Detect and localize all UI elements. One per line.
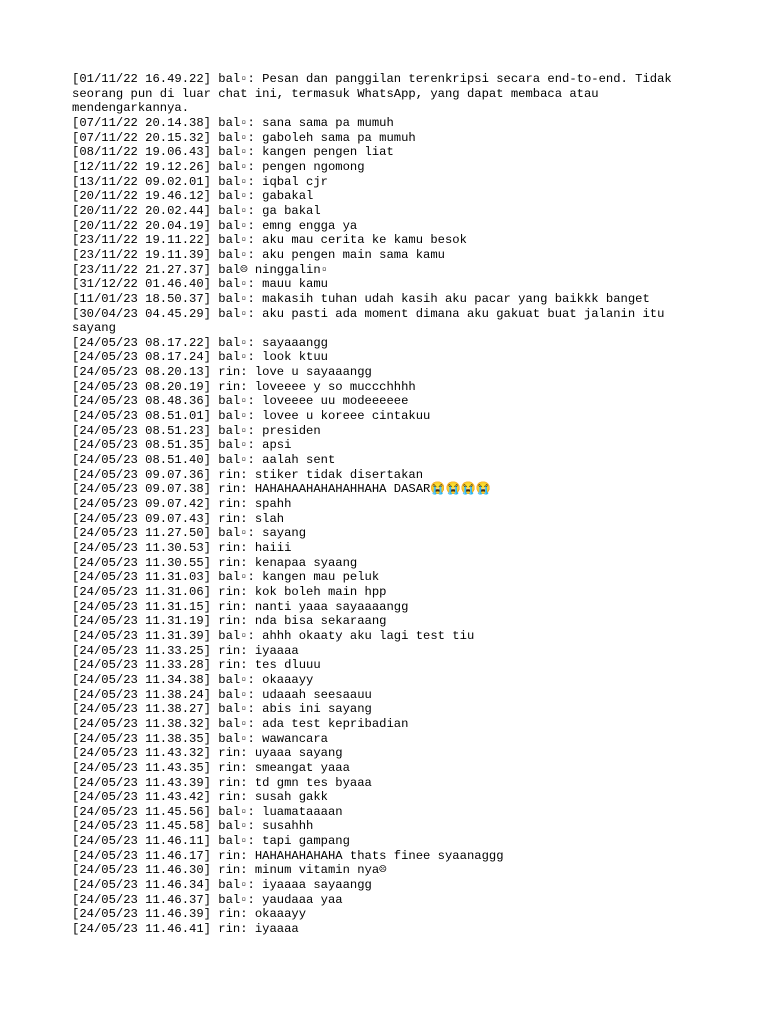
chat-line: [13/11/22 09.02.01] bal▫: iqbal cjr bbox=[72, 174, 328, 189]
chat-line: [24/05/23 11.31.03] bal▫: kangen mau peluk bbox=[72, 570, 380, 585]
chat-line: [24/05/23 11.38.35] bal▫: wawancara bbox=[72, 731, 328, 746]
chat-line: [24/05/23 11.46.17] rin: HAHAHAHAHAHA thats finee syaanaggg bbox=[72, 848, 504, 863]
chat-line: [23/11/22 21.27.37] bal☹ ninggalin▫ bbox=[72, 262, 329, 277]
chat-log bbox=[72, 72, 702, 937]
chat-line: [24/05/23 11.46.41] rin: iyaaaa bbox=[72, 922, 299, 937]
chat-line: [24/05/23 08.17.22] bal▫: sayaaangg bbox=[72, 335, 328, 350]
chat-line: [12/11/22 19.12.26] bal▫: pengen ngomong bbox=[72, 159, 365, 174]
chat-line: [24/05/23 11.43.32] rin: uyaaa sayang bbox=[72, 746, 343, 761]
chat-line: [24/05/23 11.38.32] bal▫: ada test kepribadian bbox=[72, 716, 409, 731]
chat-line: [24/05/23 11.33.25] rin: iyaaaa bbox=[72, 643, 299, 658]
chat-line: [08/11/22 19.06.43] bal▫: kangen pengen liat bbox=[72, 145, 394, 160]
chat-line: [11/01/23 18.50.37] bal▫: makasih tuhan udah kasih aku pacar yang baikkk banget bbox=[72, 291, 650, 306]
chat-line: [24/05/23 08.48.36] bal▫: loveeee uu modeeeeee bbox=[72, 394, 409, 409]
chat-line: [24/05/23 11.30.55] rin: kenapaa syaang bbox=[72, 555, 358, 570]
chat-line: [24/05/23 11.43.39] rin: td gmn tes byaaa bbox=[72, 775, 372, 790]
chat-line: [20/11/22 20.02.44] bal▫: ga bakal bbox=[72, 203, 321, 218]
chat-line: [24/05/23 11.30.53] rin: haiii bbox=[72, 541, 292, 555]
chat-line: [23/11/22 19.11.39] bal▫: aku pengen main sama kamu bbox=[72, 247, 445, 262]
chat-line: [24/05/23 11.46.34] bal▫: iyaaaa sayaangg bbox=[72, 878, 372, 893]
chat-line: [24/05/23 08.51.35] bal▫: apsi bbox=[72, 438, 292, 453]
chat-line: [24/05/23 11.31.19] rin: nda bisa sekaraang bbox=[72, 614, 387, 629]
chat-line: [24/05/23 11.46.11] bal▫: tapi gampang bbox=[72, 834, 350, 849]
chat-line: [24/05/23 08.51.23] bal▫: presiden bbox=[72, 423, 321, 438]
chat-line: [24/05/23 11.46.37] bal▫: yaudaaa yaa bbox=[72, 892, 343, 907]
chat-line: [20/11/22 20.04.19] bal▫: emng engga ya bbox=[72, 218, 358, 233]
chat-line: [24/05/23 09.07.36] rin: stiker tidak disertakan bbox=[72, 467, 424, 482]
chat-line: [24/05/23 11.38.27] bal▫: abis ini sayang bbox=[72, 702, 372, 717]
chat-line: [01/11/22 16.49.22] bal▫: Pesan dan panggilan terenkripsi secara end-to-end. Tidak seorang pun di luar chat ini, termasuk WhatsApp, yang dapat membaca atau mendengarkannya. bbox=[72, 72, 680, 116]
chat-line: [24/05/23 11.43.35] rin: smeangat yaaa bbox=[72, 760, 350, 775]
chat-line: [24/05/23 11.45.58] bal▫: susahhh bbox=[72, 819, 314, 834]
chat-line: [24/05/23 11.45.56] bal▫: luamataaaan bbox=[72, 804, 343, 819]
chat-line: [23/11/22 19.11.22] bal▫: aku mau cerita ke kamu besok bbox=[72, 233, 467, 248]
chat-line: [24/05/23 09.07.38] rin: HAHAHAAHAHAHAHHAHA DASAR😭😭😭😭 bbox=[72, 482, 492, 497]
chat-line: [24/05/23 11.34.38] bal▫: okaaayy bbox=[72, 672, 314, 687]
chat-line: [24/05/23 08.51.40] bal▫: aalah sent bbox=[72, 453, 336, 468]
chat-line: [24/05/23 08.20.19] rin: loveeee y so muccchhhh bbox=[72, 379, 416, 394]
chat-line: [07/11/22 20.15.32] bal▫: gaboleh sama pa mumuh bbox=[72, 130, 416, 145]
chat-line: [20/11/22 19.46.12] bal▫: gabakal bbox=[72, 189, 314, 204]
chat-line: [24/05/23 09.07.42] rin: spahh bbox=[72, 497, 292, 512]
chat-line: [24/05/23 11.38.24] bal▫: udaaah seesaauu bbox=[72, 687, 372, 702]
chat-line: [24/05/23 11.31.39] bal▫: ahhh okaaty aku lagi test tiu bbox=[72, 628, 475, 643]
chat-line: [24/05/23 11.31.15] rin: nanti yaaa sayaaaangg bbox=[72, 599, 409, 614]
chat-line: [31/12/22 01.46.40] bal▫: mauu kamu bbox=[72, 277, 328, 292]
chat-line: [24/05/23 11.46.30] rin: minum vitamin nya☹ bbox=[72, 863, 387, 878]
chat-line: [24/05/23 08.17.24] bal▫: look ktuu bbox=[72, 350, 328, 365]
chat-line: [24/05/23 09.07.43] rin: slah bbox=[72, 511, 285, 526]
chat-line: [24/05/23 08.51.01] bal▫: lovee u koreee cintakuu bbox=[72, 409, 431, 424]
chat-line: [24/05/23 08.20.13] rin: love u sayaaangg bbox=[72, 365, 372, 380]
chat-line: [24/05/23 11.31.06] rin: kok boleh main hpp bbox=[72, 584, 387, 599]
chat-line: [24/05/23 11.33.28] rin: tes dluuu bbox=[72, 658, 321, 673]
chat-line: [07/11/22 20.14.38] bal▫: sana sama pa mumuh bbox=[72, 115, 394, 130]
chat-line: [30/04/23 04.45.29] bal▫: aku pasti ada moment dimana aku gakuat buat jalanin itu sayang bbox=[72, 306, 672, 336]
chat-line: [24/05/23 11.27.50] bal▫: sayang bbox=[72, 526, 307, 541]
chat-line: [24/05/23 11.46.39] rin: okaaayy bbox=[72, 907, 307, 922]
chat-line: [24/05/23 11.43.42] rin: susah gakk bbox=[72, 790, 328, 805]
